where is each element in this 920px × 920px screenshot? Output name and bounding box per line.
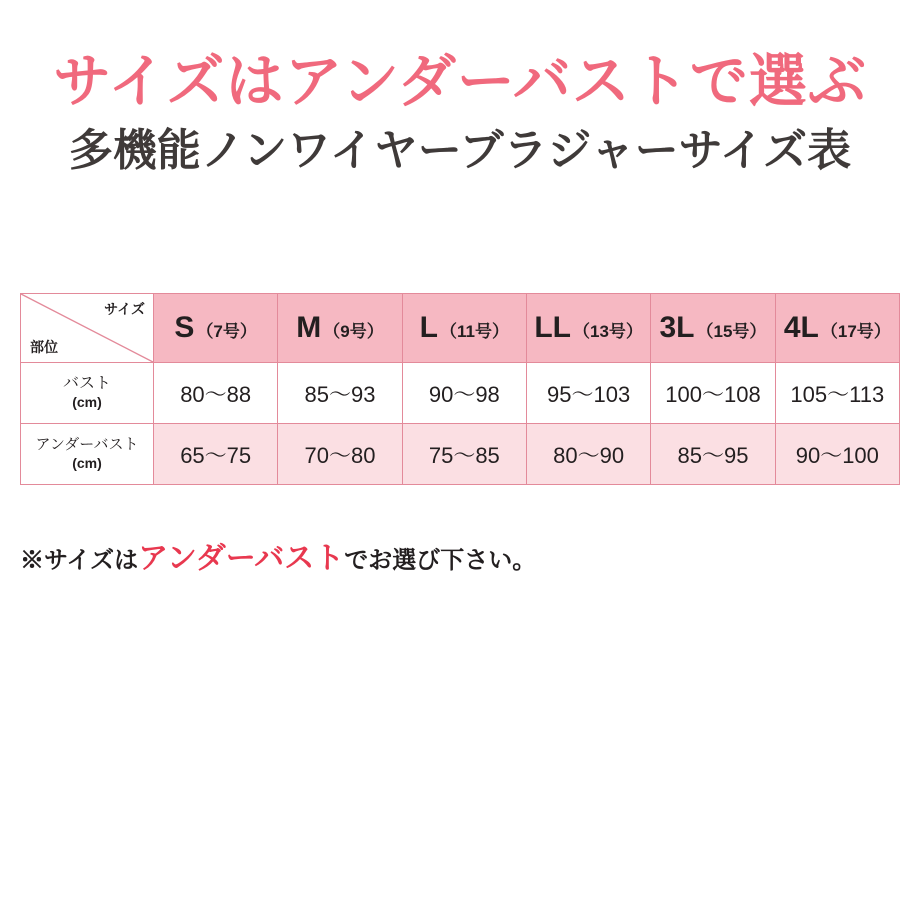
heading-block (0, 50, 920, 176)
row-label-text: アンダーバスト (35, 435, 139, 453)
size-table (20, 293, 900, 485)
size-jp: （13号） (573, 322, 643, 341)
column-header-l (402, 294, 526, 363)
size-code: 3L (659, 311, 695, 344)
cell-underbust-3l: 85〜95 (651, 424, 775, 485)
column-header-4l (775, 294, 899, 363)
cell-bust-ll: 95〜103 (526, 363, 650, 424)
column-header-m (278, 294, 402, 363)
note-accent: アンダーバスト (138, 542, 345, 575)
column-header-3l (651, 294, 775, 363)
table-corner-cell (21, 294, 154, 363)
size-code: 4L (783, 311, 819, 344)
size-code: L (419, 311, 438, 344)
table-row (21, 363, 900, 424)
size-code: LL (534, 311, 572, 344)
size-code: S (174, 311, 195, 344)
column-header-s (154, 294, 278, 363)
row-label-bust (21, 363, 154, 424)
row-label-unit: (cm) (72, 454, 102, 471)
size-table-wrapper (20, 293, 900, 485)
table-row (21, 424, 900, 485)
size-jp: （7号） (196, 322, 257, 341)
cell-bust-m: 85〜93 (278, 363, 402, 424)
row-label-text: バスト (62, 375, 111, 393)
size-jp: （17号） (820, 322, 891, 341)
corner-part-label: 部位 (30, 339, 58, 355)
cell-underbust-ll: 80〜90 (526, 424, 650, 485)
cell-underbust-m: 70〜80 (278, 424, 402, 485)
size-jp: （11号） (439, 322, 509, 341)
cell-bust-3l: 100〜108 (651, 363, 775, 424)
size-jp: （15号） (696, 322, 767, 341)
column-header-ll (526, 294, 650, 363)
cell-bust-l: 90〜98 (402, 363, 526, 424)
note-suffix: でお選び下さい。 (344, 547, 537, 574)
corner-size-label: サイズ (104, 301, 145, 317)
page-title: サイズはアンダーバストで選ぶ (53, 49, 867, 114)
size-code: M (296, 311, 322, 344)
cell-bust-4l: 105〜113 (775, 363, 899, 424)
cell-underbust-l: 75〜85 (402, 424, 526, 485)
row-label-unit: (cm) (72, 394, 102, 411)
cell-underbust-s: 65〜75 (154, 424, 278, 485)
page-subtitle: 多機能ノンワイヤーブラジャーサイズ表 (68, 125, 852, 175)
cell-bust-s: 80〜88 (154, 363, 278, 424)
note-prefix: ※サイズは (20, 547, 139, 574)
size-jp: （9号） (323, 322, 384, 341)
size-note (20, 533, 536, 577)
table-header-row (21, 294, 900, 363)
cell-underbust-4l: 90〜100 (775, 424, 899, 485)
row-label-underbust (21, 424, 154, 485)
